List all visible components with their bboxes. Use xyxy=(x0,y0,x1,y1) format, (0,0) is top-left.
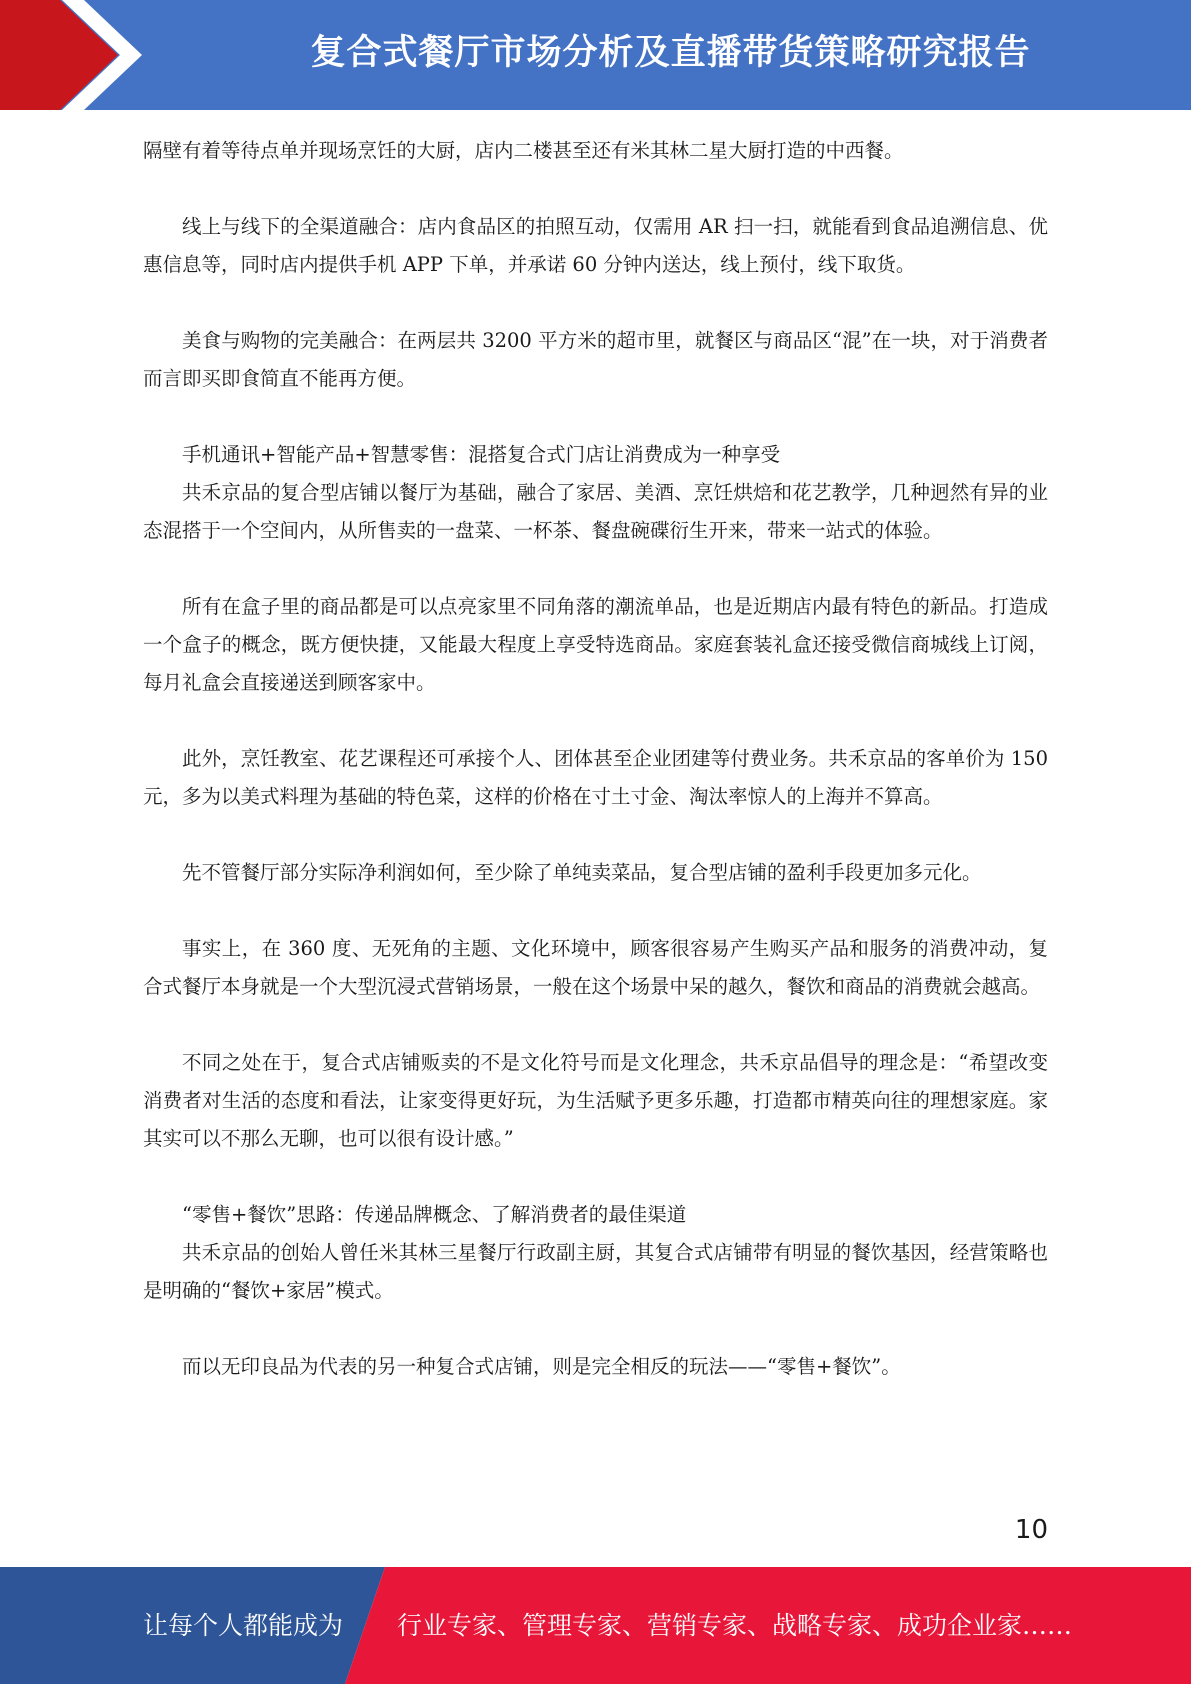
paragraph-1: 隔壁有着等待点单并现场烹饪的大厨，店内二楼甚至还有米其林二星大厨打造的中西餐。 xyxy=(143,139,904,162)
paragraph-8: 事实上，在 360 度、无死角的主题、文化环境中，顾客很容易产生购买产品和服务的消费冲动，复合式餐厅本身就是一个大型沉浸式营销场景，一般在这个场景中呆的越久，餐饮和商品的消费就会越高。 xyxy=(143,937,1048,998)
section-heading-1: 手机通讯+智能产品+智慧零售：混搭复合式门店让消费成为一种享受 xyxy=(182,443,781,466)
section-heading-2: “零售+餐饮”思路：传递品牌概念、了解消费者的最佳渠道 xyxy=(182,1203,687,1226)
paragraph-5: 所有在盒子里的商品都是可以点亮家里不同角落的潮流单品，也是近期店内最有特色的新品。打造成一个盒子的概念，既方便快捷，又能最大程度上享受特选商品。家庭套装礼盒还接受微信商城线上订阅，每月礼盒会直接递送到顾客家中。 xyxy=(143,595,1048,694)
page-footer xyxy=(0,1567,1191,1684)
paragraph-3: 美食与购物的完美融合：在两层共 3200 平方米的超市里，就餐区与商品区“混”在一块，对于消费者而言即买即食简直不能再方便。 xyxy=(143,329,1048,390)
paragraph-11: 而以无印良品为代表的另一种复合式店铺，则是完全相反的玩法——“零售+餐饮”。 xyxy=(182,1355,901,1378)
page-header xyxy=(0,0,1191,110)
paragraph-9: 不同之处在于，复合式店铺贩卖的不是文化符号而是文化理念，共禾京品倡导的理念是：“希望改变消费者对生活的态度和看法，让家变得更好玩，为生活赋予更多乐趣，打造都市精英向往的理想家庭。家其实可以不那么无聊，也可以很有设计感。” xyxy=(143,1051,1048,1150)
document-body xyxy=(143,132,1048,1386)
paragraph-10: 共禾京品的创始人曾任米其林三星餐厅行政副主厨，其复合式店铺带有明显的餐饮基因，经营策略也是明确的“餐饮+家居”模式。 xyxy=(143,1241,1048,1302)
paragraph-6: 此外，烹饪教室、花艺课程还可承接个人、团体甚至企业团建等付费业务。共禾京品的客单价为 150 元，多为以美式料理为基础的特色菜，这样的价格在寸土寸金、淘汰率惊人的上海并不算高。 xyxy=(143,747,1048,808)
paragraph-7: 先不管餐厅部分实际净利润如何，至少除了单纯卖菜品，复合型店铺的盈利手段更加多元化。 xyxy=(182,861,982,884)
page-title: 复合式餐厅市场分析及直播带货策略研究报告 xyxy=(310,33,1031,73)
footer-slogan-left: 让每个人都能成为 xyxy=(143,1611,344,1640)
page-number: 10 xyxy=(1014,1515,1048,1545)
paragraph-4: 共禾京品的复合型店铺以餐厅为基础，融合了家居、美酒、烹饪烘焙和花艺教学，几种迥然有异的业态混搭于一个空间内，从所售卖的一盘菜、一杯茶、餐盘碗碟衍生开来，带来一站式的体验。 xyxy=(143,481,1048,542)
header-arrow-decoration xyxy=(0,0,160,110)
paragraph-2: 线上与线下的全渠道融合：店内食品区的拍照互动，仅需用 AR 扫一扫，就能看到食品追溯信息、优惠信息等，同时店内提供手机 APP 下单，并承诺 60 分钟内送达，线上预付，线下取货。 xyxy=(143,215,1048,276)
footer-slogan-right: 行业专家、管理专家、营销专家、战略专家、成功企业家…… xyxy=(397,1611,1073,1640)
